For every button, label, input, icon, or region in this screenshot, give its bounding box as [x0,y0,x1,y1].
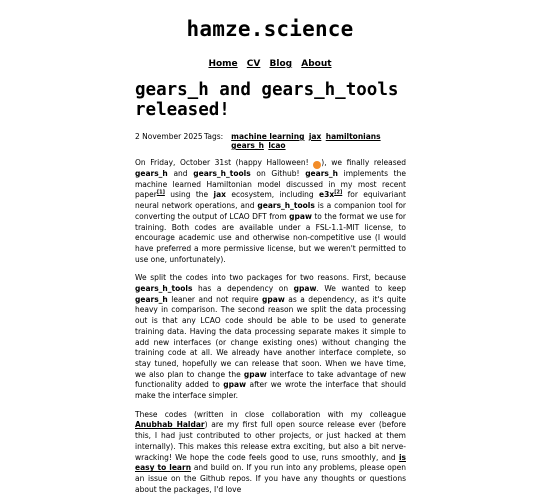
text: leaner and not require [167,294,263,304]
text: These codes (written in close collaboration with my colleague [135,409,406,419]
code-gears-h: gears_h [135,169,168,178]
code-gpaw: gpaw [243,369,267,379]
nav-home[interactable]: Home [208,59,238,69]
paragraph-2 [135,273,406,401]
tag-lcao[interactable]: lcao [268,141,286,150]
text: ecosystem, including [226,190,320,200]
text: We split the codes into two packages for two reasons. First, because [135,273,406,283]
main-nav [0,59,540,69]
text: ), we finally released [321,158,406,167]
site-title[interactable]: hamze.science [186,17,354,41]
text: and [167,169,194,178]
text: interface to take advantage of new functionality added to [135,369,407,390]
tag-machine-learning[interactable]: machine learning [231,132,305,141]
text: to the format we use for training. Both codes are available under a FSL-1.1-MIT license, to encourage academic use and otherwise non-competitive use (I would have preferred a more permissive license, but we weren't permitted to use one, unfortunately). [135,211,406,264]
text: is a companion tool for converting the output of LCAO DFT from [135,201,406,221]
code-e3x: e3x [319,190,335,200]
tag-list [231,132,406,150]
footnote-ref-1[interactable]: [1] [156,189,165,196]
code-jax: jax [213,190,226,200]
text: implements the machine learned Hamiltonian model discussed in my most recent paper [135,169,406,200]
tags-label: Tags: [204,132,224,141]
post-meta [135,132,406,150]
text: . We wanted to keep [316,284,407,294]
code-gpaw: gpaw [289,211,312,221]
text: on Github! [250,169,306,178]
text: has a dependency on [192,284,294,294]
link-easy-to-learn[interactable]: is easy to learn [135,452,406,473]
code-gears-h: gears_h [305,169,338,178]
text: and build on. If you run into any problems, please open an issue on the Github repos. If you have any thoughts or questions about the packages, I'd love [135,463,406,494]
text: as a dependency, as it's quite heavy in comparison. The second reason we split the data processing out is that any LCAO code should be able to be used to generate training data. Having the data processing separate makes it simple to add new interfaces (or change existing ones) without changing the training code at all. We already have another interface complete, so stay tuned, hopefully we can release that soon. When we have time, we also plan to change the [135,294,406,379]
post-date: 2 November 2025 [135,132,203,141]
nav-cv[interactable]: CV [246,59,261,69]
code-gears-h: gears_h [135,294,168,304]
code-gpaw: gpaw [293,284,317,294]
paragraph-3 [135,410,406,496]
tag-hamiltonians[interactable]: hamiltonians [325,132,381,141]
post-title: gears_h and gears_h_tools released! [135,80,399,120]
tag-jax[interactable]: jax [308,132,322,141]
tag-gears-h[interactable]: gears_h [231,141,264,150]
text: On Friday, October 31st (happy Halloween! [135,158,314,167]
code-gpaw: gpaw [262,294,285,304]
code-gears-h-tools: gears_h_tools [257,201,315,211]
post-body [135,158,406,495]
blog-post [135,80,406,503]
footnote-ref-2[interactable]: [2] [334,189,343,196]
code-gpaw: gpaw [223,380,247,390]
text: after we wrote the interface that should make the interface simpler. [135,380,406,401]
text: for equivariant neural network operations, and [135,190,406,211]
nav-blog[interactable]: Blog [269,59,293,69]
code-gears-h-tools: gears_h_tools [135,284,193,294]
text: using the [164,190,214,200]
nav-about[interactable]: About [301,59,332,69]
code-gears-h-tools: gears_h_tools [193,169,251,178]
link-anubhab-haldar[interactable]: Anubhab Haldar [135,420,205,430]
text: ) are my first full open source release ever (before this, I had just contributed to other projects, or just hacked at them internally). This makes this release extra exciting, but also a bit nerve-wracking! We hope the code feels good to use, runs smoothly, and [135,420,406,462]
paragraph-1 [135,158,406,265]
